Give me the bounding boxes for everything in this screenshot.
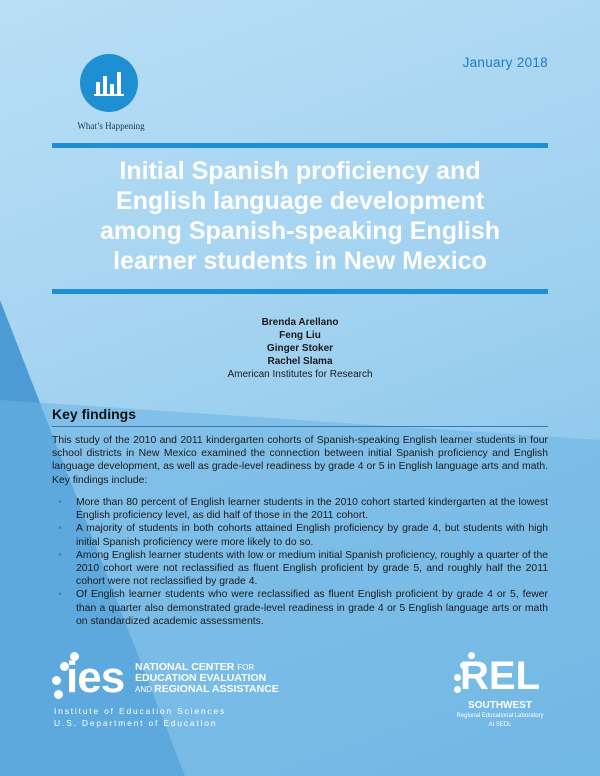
key-findings-summary: This study of the 2010 and 2011 kindergarten cohorts of Spanish-speaking English learner students in four school districts in New Mexico examined the connection between initial Spanish proficiency and English language development, as well as grade-level readiness by grade 4 or 5 in English language arts and math. Key findings include: xyxy=(52,435,548,486)
finding-item: • Among English learner students with low or medium initial Spanish proficiency, roughly a quarter of the 2010 cohort were not reclassified as fluent English proficient by grade 5, and roughly half the 2011 cohort were not reclassified by grade 4. xyxy=(52,549,548,589)
publication-date: January 2018 xyxy=(462,55,548,70)
key-findings-rule xyxy=(52,426,548,427)
key-findings-heading: Key findings xyxy=(52,406,137,422)
author-name: Ginger Stoker xyxy=(266,343,334,354)
ies-department: U.S. Department of Education xyxy=(54,718,218,728)
ies-center-line2: EDUCATION EVALUATION xyxy=(135,672,267,684)
bar-chart-icon xyxy=(92,68,126,98)
rel-region: SOUTHWEST xyxy=(468,700,532,711)
finding-item: • A majority of students in both cohorts attained English proficiency by grade 4, but students with high initial Spanish proficiency were more likely to do so. xyxy=(52,522,548,548)
finding-item: • Of English learner students who were reclassified as fluent English proficient by grade 4 or 5, fewer than a quarter also demonstrated grade-level readiness in grade 4 or 5 English language arts or math on standardized academic assessments. xyxy=(52,588,548,628)
rel-southwest-logo xyxy=(440,652,560,742)
author-name: Feng Liu xyxy=(279,330,321,341)
author-name: Brenda Arellano xyxy=(261,317,339,328)
ies-center-line1-suffix: FOR xyxy=(237,663,255,672)
title-rule-top xyxy=(52,143,548,148)
title-line: learner students in New Mexico xyxy=(113,247,487,275)
rel-wordmark: REL xyxy=(460,654,540,698)
author-name: Rachel Slama xyxy=(267,356,333,367)
ies-wordmark: ies xyxy=(66,653,125,702)
title-line: among Spanish-speaking English xyxy=(99,217,501,245)
ies-subtitle xyxy=(54,705,226,729)
ies-center-line1: NATIONAL CENTER xyxy=(135,661,238,673)
author-list xyxy=(150,316,450,381)
ies-center-line3: REGIONAL ASSISTANCE xyxy=(154,683,279,695)
ies-center-line3-prefix: AND xyxy=(135,685,155,694)
finding-item: • More than 80 percent of English learner students in the 2010 cohort started kindergarten at the lowest English proficiency level, as did half of those in the 2011 cohort. xyxy=(52,496,548,522)
rel-host: At SEDL xyxy=(488,722,512,728)
rel-lab-name: Regional Educational Laboratory xyxy=(456,713,544,719)
ies-logo xyxy=(52,652,292,742)
title-rule-bottom xyxy=(52,289,548,294)
title-line: Initial Spanish proficiency and xyxy=(119,157,481,185)
logo-caption: What’s Happening xyxy=(77,121,145,131)
report-title xyxy=(52,156,548,276)
title-line: English language development xyxy=(115,187,485,215)
key-findings-list xyxy=(52,496,548,628)
whats-happening-logo xyxy=(80,54,138,112)
ies-center-name xyxy=(135,662,279,695)
ies-institute: Institute of Education Sciences xyxy=(54,706,227,716)
author-organization: American Institutes for Research xyxy=(227,369,373,380)
